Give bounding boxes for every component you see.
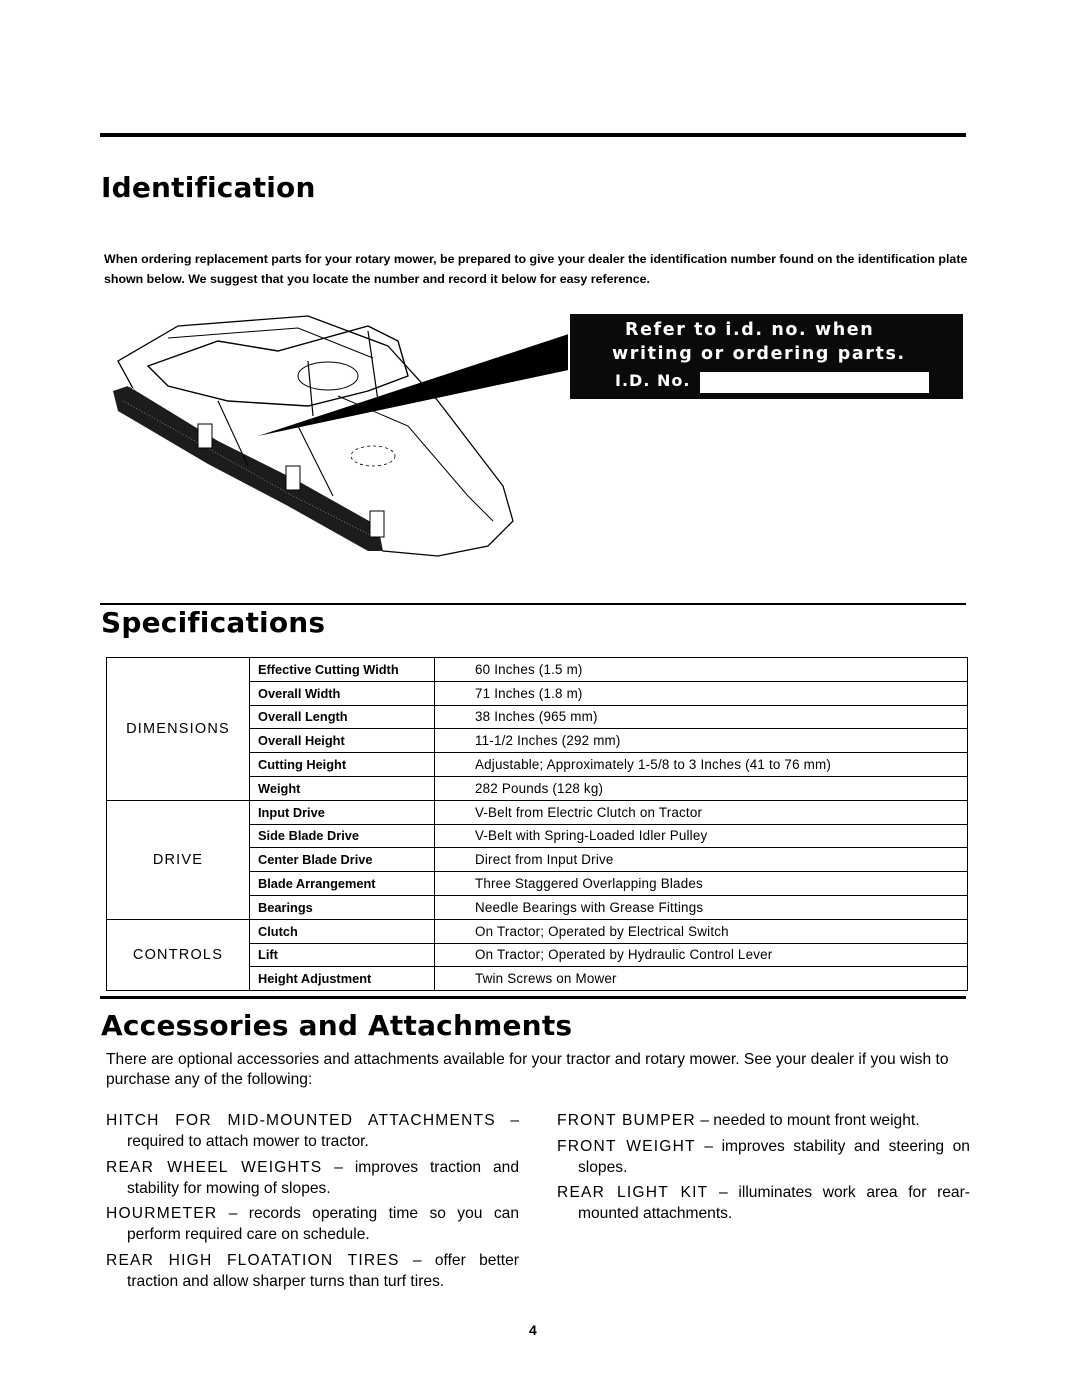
accessory-title: FRONT WEIGHT <box>557 1137 696 1155</box>
group-drive: DRIVE <box>107 800 250 919</box>
spec-value: Adjustable; Approximately 1-5/8 to 3 Inches (41 to 76 mm) <box>435 753 968 777</box>
spec-value: 282 Pounds (128 kg) <box>435 776 968 800</box>
spec-item: Side Blade Drive <box>250 824 435 848</box>
specifications-top-rule <box>100 603 966 605</box>
spec-value: V-Belt with Spring-Loaded Idler Pulley <box>435 824 968 848</box>
accessory-desc: improves traction and stability for mowing of slopes. <box>127 1158 520 1197</box>
identification-heading: Identification <box>101 171 316 204</box>
accessory-desc: illuminates work area for rear-mounted attachments. <box>578 1184 970 1222</box>
spec-item: Input Drive <box>250 800 435 824</box>
specifications-table <box>106 657 968 991</box>
spec-value: 11-1/2 Inches (292 mm) <box>435 729 968 753</box>
accessory-title: REAR HIGH FLOATATION TIRES <box>106 1251 400 1269</box>
group-dimensions: DIMENSIONS <box>107 658 250 801</box>
spec-value: 38 Inches (965 mm) <box>435 705 968 729</box>
list-item: REAR HIGH FLOATATION TIRES – offer better traction and allow sharper turns than turf tires. <box>106 1251 519 1290</box>
spec-item: Bearings <box>250 895 435 919</box>
spec-item: Center Blade Drive <box>250 848 435 872</box>
spec-item: Clutch <box>250 919 435 943</box>
spec-value: Three Staggered Overlapping Blades <box>435 872 968 896</box>
spec-item: Blade Arrangement <box>250 872 435 896</box>
spec-item: Lift <box>250 943 435 967</box>
spec-value: 71 Inches (1.8 m) <box>435 681 968 705</box>
spec-value: Needle Bearings with Grease Fittings <box>435 895 968 919</box>
accessory-desc: needed to mount front weight. <box>713 1112 920 1129</box>
accessory-title: FRONT BUMPER <box>557 1112 696 1129</box>
accessories-top-rule <box>100 996 966 999</box>
identification-intro: When ordering replacement parts for your rotary mower, be prepared to give your dealer the identification number found on the identification plate shown below. We suggest that you locate the number and record it below for easy reference. <box>104 252 968 286</box>
spec-item: Height Adjustment <box>250 967 435 991</box>
id-plate <box>570 314 963 399</box>
specifications-heading: Specifications <box>101 606 326 639</box>
list-item: REAR LIGHT KIT – illuminates work area for rear-mounted attachments. <box>557 1184 970 1222</box>
spec-value: 60 Inches (1.5 m) <box>435 658 968 682</box>
accessory-desc: records operating time so you can perform required care on schedule. <box>127 1205 519 1243</box>
accessories-right-column <box>557 1110 970 1229</box>
accessory-title: REAR WHEEL WEIGHTS <box>106 1158 323 1176</box>
accessory-desc: offer better traction and allow sharper turns than turf tires. <box>127 1251 519 1290</box>
list-item: HOURMETER – records operating time so you can perform required care on schedule. <box>106 1205 519 1243</box>
id-plate-line2: writing or ordering parts. <box>612 344 906 364</box>
accessory-desc: improves stability and steering on slopes. <box>578 1137 970 1176</box>
mower-illustration <box>108 306 568 576</box>
list-item: HITCH FOR MID-MOUNTED ATTACHMENTS – required to attach mower to tractor. <box>106 1112 519 1150</box>
spec-item: Weight <box>250 776 435 800</box>
page-number: 4 <box>529 1322 537 1338</box>
identification-top-rule <box>100 133 966 137</box>
id-number-label: I.D. No. <box>615 371 691 390</box>
spec-item: Cutting Height <box>250 753 435 777</box>
accessories-left-column <box>106 1110 519 1296</box>
id-number-field <box>700 372 929 393</box>
accessories-heading: Accessories and Attachments <box>101 1009 573 1042</box>
list-item: REAR WHEEL WEIGHTS – improves traction and stability for mowing of slopes. <box>106 1158 520 1197</box>
list-item: FRONT BUMPER – needed to mount front weight. <box>557 1112 920 1129</box>
list-item: FRONT WEIGHT – improves stability and steering on slopes. <box>557 1137 970 1176</box>
accessory-title: REAR LIGHT KIT <box>557 1184 709 1201</box>
table-row <box>107 800 968 824</box>
spec-value: V-Belt from Electric Clutch on Tractor <box>435 800 968 824</box>
accessory-title: HOURMETER <box>106 1205 218 1222</box>
pointer-wedge <box>258 331 568 436</box>
spec-value: On Tractor; Operated by Hydraulic Control Lever <box>435 943 968 967</box>
accessory-title: HITCH FOR MID-MOUNTED ATTACHMENTS <box>106 1112 496 1129</box>
group-controls: CONTROLS <box>107 919 250 990</box>
spec-value: Twin Screws on Mower <box>435 967 968 991</box>
accessories-intro: There are optional accessories and attachments available for your tractor and rotary mower. See your dealer if you wish to purchase any of the following: <box>106 1051 949 1088</box>
spec-value: Direct from Input Drive <box>435 848 968 872</box>
spec-item: Overall Height <box>250 729 435 753</box>
table-row <box>107 658 968 682</box>
id-plate-line1: Refer to i.d. no. when <box>625 320 875 340</box>
accessory-desc: required to attach mower to tractor. <box>127 1133 369 1150</box>
spec-item: Overall Width <box>250 681 435 705</box>
spec-item: Effective Cutting Width <box>250 658 435 682</box>
table-row <box>107 919 968 943</box>
spec-item: Overall Length <box>250 705 435 729</box>
spec-value: On Tractor; Operated by Electrical Switch <box>435 919 968 943</box>
